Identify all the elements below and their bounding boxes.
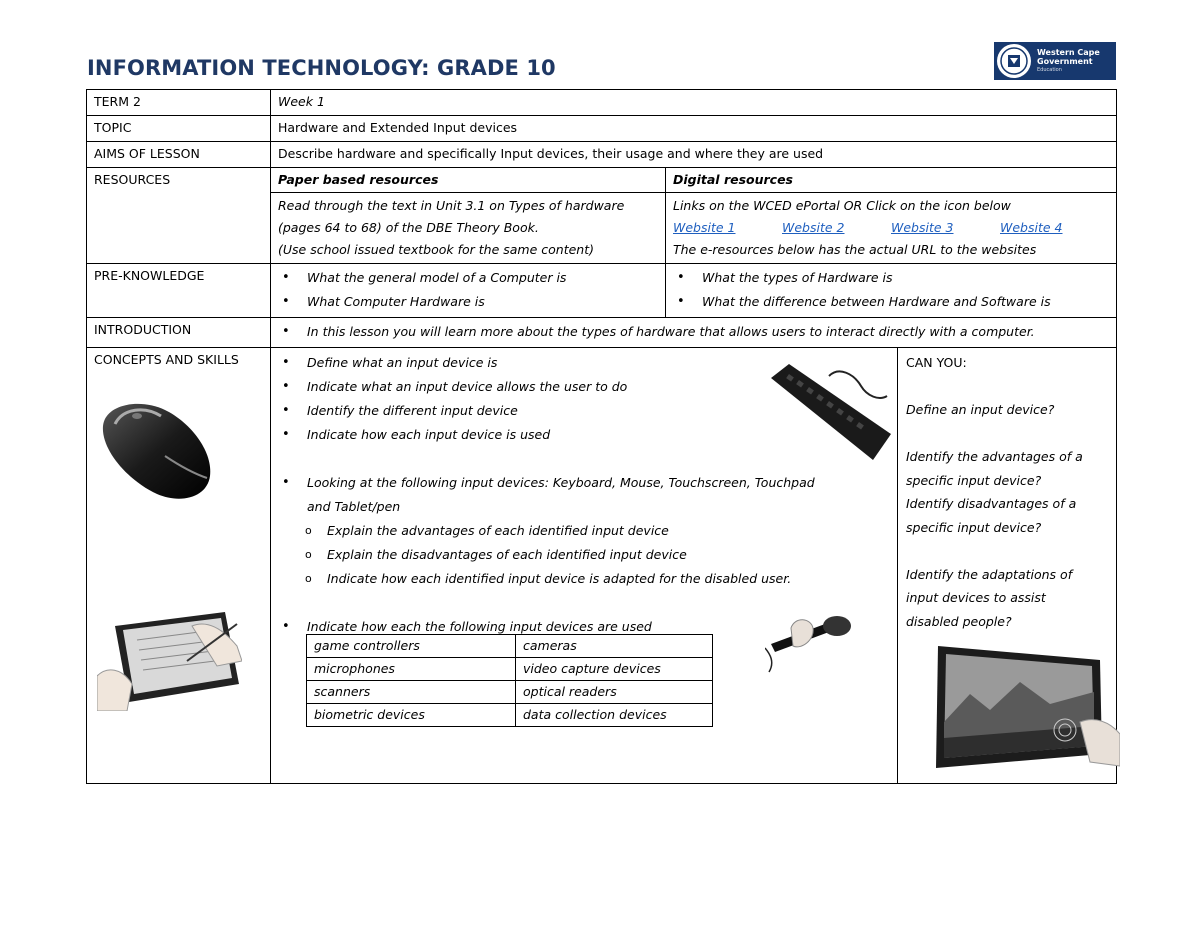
website-2-link[interactable]: Website 2 bbox=[782, 220, 845, 235]
concept-item: • Indicate what an input device allows the user to do bbox=[278, 375, 878, 399]
table-row bbox=[307, 704, 713, 727]
logo-line-1: Western Cape bbox=[1037, 47, 1100, 57]
logo-line-3: Education bbox=[1037, 66, 1062, 73]
concepts-cell bbox=[271, 348, 1117, 784]
digital-resources bbox=[666, 168, 1117, 264]
concept-sub-item: o Indicate how each identified input device is adapted for the disabled user. bbox=[278, 567, 878, 591]
paper-heading: Paper based resources bbox=[278, 172, 439, 187]
term-label: TERM 2 bbox=[87, 90, 271, 116]
concepts-row bbox=[87, 348, 1117, 784]
introduction-label: INTRODUCTION bbox=[87, 318, 271, 348]
table-cell: game controllers bbox=[307, 635, 516, 658]
pre-right-item: • What the difference between Hardware and Software is bbox=[673, 290, 1109, 314]
table-row bbox=[307, 658, 713, 681]
website-1-link[interactable]: Website 1 bbox=[673, 220, 736, 235]
topic-label: TOPIC bbox=[87, 116, 271, 142]
logo-line-2: Government bbox=[1037, 56, 1093, 66]
introduction-text: • In this lesson you will learn more about the types of hardware that allows users to interact directly with a computer. bbox=[278, 320, 1116, 344]
term-row bbox=[87, 90, 1117, 116]
can-you-question: disabled people? bbox=[906, 613, 1012, 629]
aims-row bbox=[87, 142, 1117, 168]
pre-left-item: • What the general model of a Computer is bbox=[278, 266, 658, 290]
crest-icon bbox=[997, 44, 1031, 78]
can-you-question: specific input device? bbox=[906, 472, 1042, 488]
pre-left-item: • What Computer Hardware is bbox=[278, 290, 658, 314]
website-links bbox=[673, 216, 1109, 240]
can-you-question: specific input device? bbox=[906, 519, 1042, 535]
aims-label: AIMS OF LESSON bbox=[87, 142, 271, 168]
concept-item: • Define what an input device is bbox=[278, 351, 878, 375]
keyboard-image bbox=[769, 356, 894, 464]
concept-sub-item: o Explain the advantages of each identified input device bbox=[278, 519, 878, 543]
lesson-plan-table bbox=[86, 89, 1117, 784]
microphone-image bbox=[765, 610, 855, 674]
mouse-image bbox=[95, 396, 220, 506]
introduction-row bbox=[87, 318, 1117, 348]
can-you-question: Identify disadvantages of a bbox=[906, 496, 1077, 511]
table-cell: microphones bbox=[307, 658, 516, 681]
touchscreen-image bbox=[930, 642, 1120, 772]
concept-item: • Indicate how each the following input devices are used bbox=[278, 615, 878, 639]
resources-row bbox=[87, 168, 1117, 264]
concepts-label: CONCEPTS AND SKILLS bbox=[94, 352, 239, 367]
page-title: INFORMATION TECHNOLOGY: GRADE 10 bbox=[87, 56, 556, 80]
paper-line-3: (Use school issued textbook for the same content) bbox=[278, 242, 594, 257]
can-you-panel bbox=[897, 348, 1120, 783]
can-you-question: input devices to assist bbox=[906, 590, 1046, 605]
digital-heading: Digital resources bbox=[673, 172, 794, 187]
can-you-heading: CAN YOU: bbox=[906, 355, 967, 370]
term-value: Week 1 bbox=[271, 90, 1117, 116]
paper-resources bbox=[271, 168, 666, 264]
table-cell: video capture devices bbox=[516, 658, 713, 681]
table-cell: data collection devices bbox=[516, 704, 713, 727]
website-3-link[interactable]: Website 3 bbox=[891, 220, 954, 235]
pre-right-item: • What the types of Hardware is bbox=[673, 266, 1109, 290]
concept-sub-item: o Explain the disadvantages of each identified input device bbox=[278, 543, 878, 567]
aims-value: Describe hardware and specifically Input devices, their usage and where they are used bbox=[271, 142, 1117, 168]
can-you-question: Define an input device? bbox=[906, 402, 1055, 417]
table-row bbox=[307, 681, 713, 704]
table-cell: biometric devices bbox=[307, 704, 516, 727]
table-row bbox=[307, 635, 713, 658]
input-devices-table bbox=[306, 634, 713, 727]
concept-item: • Indicate how each input device is used bbox=[278, 423, 878, 447]
wcg-logo bbox=[994, 42, 1116, 80]
paper-line-2: (pages 64 to 68) of the DBE Theory Book. bbox=[278, 220, 539, 235]
concept-item: • Identify the different input device bbox=[278, 399, 878, 423]
concept-item: • Looking at the following input devices: Keyboard, Mouse, Touchscreen, Touchpad and Tablet/pen bbox=[278, 471, 878, 519]
preknowledge-row bbox=[87, 264, 1117, 318]
can-you-question: Identify the advantages of a bbox=[906, 449, 1083, 464]
digital-line-1: Links on the WCED ePortal OR Click on the icon below bbox=[673, 198, 1011, 213]
resources-label: RESOURCES bbox=[87, 168, 271, 264]
website-4-link[interactable]: Website 4 bbox=[1000, 220, 1063, 235]
table-cell: cameras bbox=[516, 635, 713, 658]
paper-line-1: Read through the text in Unit 3.1 on Types of hardware bbox=[278, 198, 625, 213]
digital-line-3: The e-resources below has the actual URL to the websites bbox=[673, 242, 1037, 257]
tablet-pen-image bbox=[97, 606, 242, 711]
topic-value: Hardware and Extended Input devices bbox=[271, 116, 1117, 142]
can-you-question: Identify the adaptations of bbox=[906, 566, 1073, 582]
table-cell: optical readers bbox=[516, 681, 713, 704]
table-cell: scanners bbox=[307, 681, 516, 704]
topic-row bbox=[87, 116, 1117, 142]
preknowledge-label: PRE-KNOWLEDGE bbox=[87, 264, 271, 318]
